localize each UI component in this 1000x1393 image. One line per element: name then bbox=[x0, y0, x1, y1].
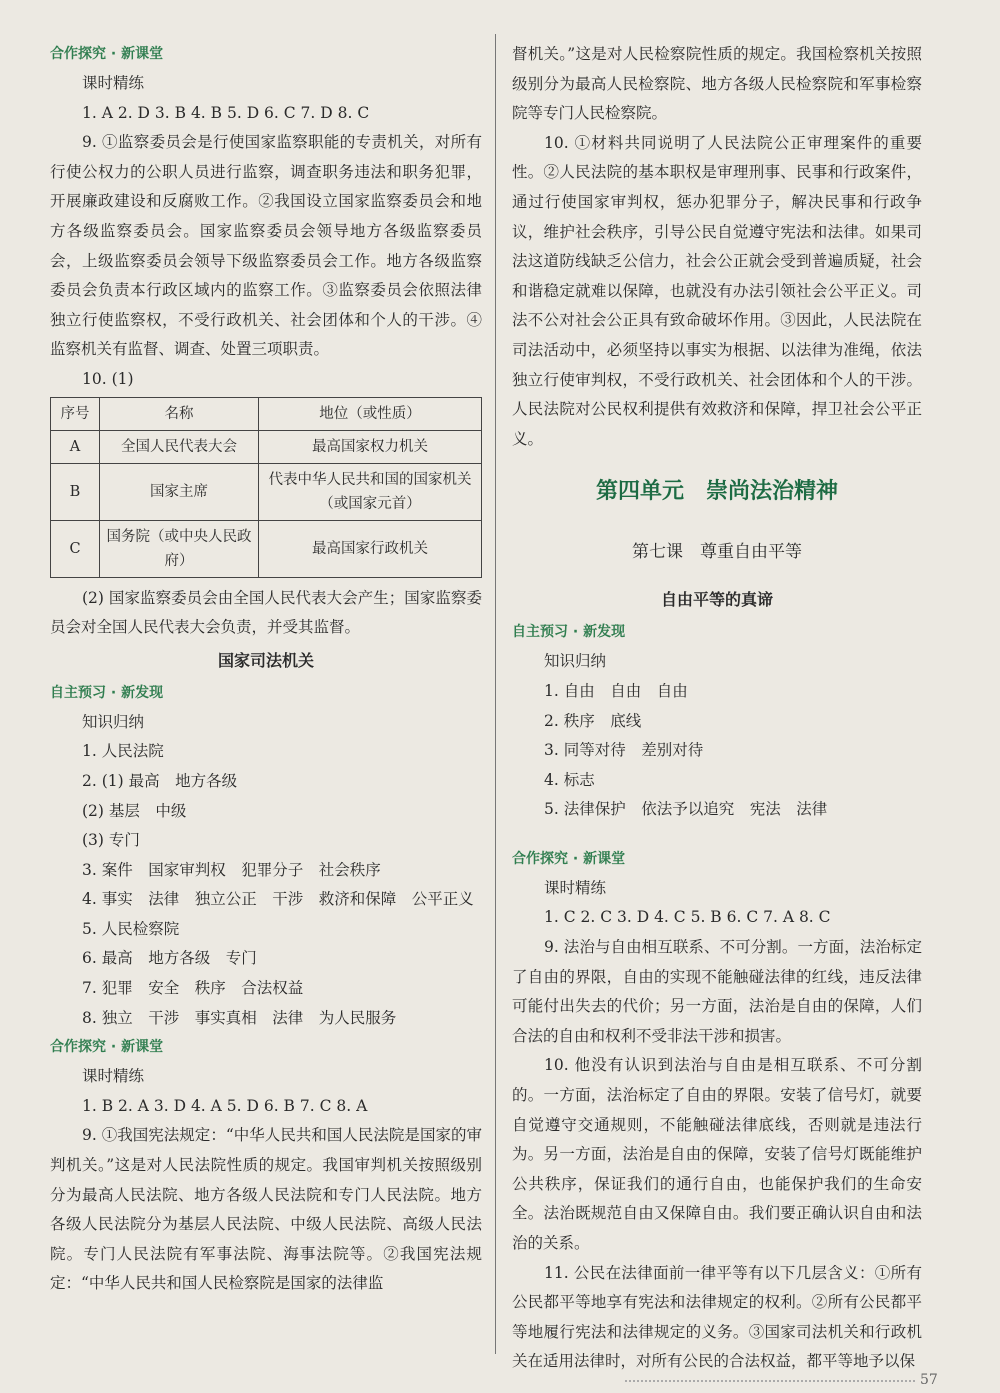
section-heading: 合作探究 · 新课堂 bbox=[50, 1039, 164, 1056]
left-column bbox=[50, 40, 482, 1299]
table-cell: A bbox=[51, 430, 100, 463]
paragraph-continued: 督机关。”这是对人民检察院性质的规定。我国检察机关按照级别分为最高人民检察院、地方各级人民检察院和军事检察院等专门人民检察院。 bbox=[512, 45, 922, 123]
table-row bbox=[51, 430, 482, 463]
table-cell: 国家主席 bbox=[100, 463, 259, 520]
answer-line: 1. A 2. D 3. B 4. B 5. D 6. C 7. D 8. C bbox=[82, 103, 370, 122]
table-cell: 国务院（或中央人民政府） bbox=[100, 520, 259, 577]
subheading: 课时精练 bbox=[544, 878, 607, 897]
paragraph-11: 11. 公民在法律面前一律平等有以下几层含义：①所有公民都平等地享有宪法和法律规定的权利。②所有公民都平等地履行宪法和法律规定的义务。③国家司法机关和行政机关在适用法律时，对所有公民的合法权益，都平等地予以保 bbox=[512, 1263, 922, 1371]
list-item: 2. (1) 最高 地方各级 bbox=[82, 771, 238, 790]
section-heading: 自主预习 · 新发现 bbox=[50, 684, 164, 701]
paragraph-10: 10. ①材料共同说明了人民法院公正审理案件的重要性。②人民法院的基本职权是审理刑事、民事和行政案件，通过行使国家审判权，惩办犯罪分子，解决民事和行政争议，维护社会秩序，引导公民自觉遵守宪法和法律。如果司法这道防线缺乏公信力，社会公正就会受到普遍质疑，社会和谐稳定就难以保障，也就没有办法引领社会公平正义。司法不公对社会公正具有致命破坏作用。③因此，人民法院在司法活动中，必须坚持以事实为根据、以法律为准绳，依法独立行使审判权，不受行政机关、社会团体和个人的干涉。人民法院对公民权利提供有效救济和保障，捍卫社会公平正义。 bbox=[512, 133, 922, 448]
paragraph-9: 9. ①监察委员会是行使国家监察职能的专责机关，对所有行使公权力的公职人员进行监察，调查职务违法和职务犯罪，开展廉政建设和反腐败工作。②我国设立国家监察委员会和地方各级监察委员会。国家监察委员会领导地方各级监察委员会，上级监察委员会领导下级监察委员会工作。地方各级监察委员会负责本行政区域内的监察工作。③监察委员会依照法律独立行使监察权，不受行政机关、社会团体和个人的干涉。④监察机关有监督、调查、处置三项职责。 bbox=[50, 133, 482, 359]
subheading: 知识归纳 bbox=[544, 652, 607, 671]
table-cell: C bbox=[51, 520, 100, 577]
table-row bbox=[51, 520, 482, 577]
table-row bbox=[51, 463, 482, 520]
list-item: 2. 秩序 底线 bbox=[544, 711, 642, 730]
paragraph-10-1: 10. (1) bbox=[82, 369, 134, 388]
unit-title: 第四单元 崇尚法治精神 bbox=[595, 479, 838, 505]
subheading: 课时精练 bbox=[82, 74, 145, 92]
list-item: 3. 同等对待 差别对待 bbox=[544, 741, 704, 760]
table-cell: B bbox=[51, 463, 100, 520]
table-cell: 最高国家行政机关 bbox=[259, 520, 482, 577]
answer-table bbox=[50, 397, 482, 578]
page-number: 57 bbox=[920, 1372, 938, 1388]
table-cell: 最高国家权力机关 bbox=[259, 430, 482, 463]
answer-line: 1. C 2. C 3. D 4. C 5. B 6. C 7. A 8. C bbox=[544, 908, 831, 927]
subheading: 知识归纳 bbox=[82, 712, 145, 731]
list-item: (2) 基层 中级 bbox=[82, 801, 187, 820]
list-item: 8. 独立 干涉 事实真相 法律 为人民服务 bbox=[82, 1008, 397, 1027]
table-cell: 全国人民代表大会 bbox=[100, 430, 259, 463]
list-item: (3) 专门 bbox=[82, 831, 140, 850]
paragraph-9: 9. 法治与自由相互联系、不可分割。一方面，法治标定了自由的界限，自由的实现不能触碰法律的红线，违反法律可能付出失去的代价；另一方面，法治是自由的保障，人们合法的自由和权利不受非法干涉和损害。 bbox=[512, 938, 922, 1045]
list-item: 5. 法律保护 依法予以追究 宪法 法律 bbox=[544, 800, 828, 819]
column-divider bbox=[495, 34, 496, 1354]
list-item: 1. 人民法院 bbox=[82, 742, 164, 761]
subheading: 课时精练 bbox=[82, 1067, 145, 1086]
list-item: 5. 人民检察院 bbox=[82, 919, 180, 938]
list-item: 3. 案件 国家审判权 犯罪分子 社会秩序 bbox=[82, 860, 381, 879]
section-heading: 合作探究 · 新课堂 bbox=[512, 850, 626, 867]
section-title: 自由平等的真谛 bbox=[660, 590, 773, 610]
table-header: 序号 bbox=[51, 397, 100, 430]
answer-line: 1. B 2. A 3. D 4. A 5. D 6. B 7. C 8. A bbox=[82, 1096, 368, 1115]
right-column bbox=[512, 40, 922, 1377]
table-cell: 代表中华人民共和国的国家机关（或国家元首） bbox=[259, 463, 482, 520]
section-title: 国家司法机关 bbox=[217, 650, 314, 670]
paragraph-10-2: (2) 国家监察委员会由全国人民代表大会产生；国家监察委员会对全国人民代表大会负责，并受其监督。 bbox=[50, 588, 482, 637]
table-header-row bbox=[51, 397, 482, 430]
list-item: 4. 标志 bbox=[544, 770, 595, 789]
section-heading: 自主预习 · 新发现 bbox=[512, 624, 626, 641]
table-header: 地位（或性质） bbox=[259, 397, 482, 430]
list-item: 6. 最高 地方各级 专门 bbox=[82, 949, 257, 968]
section-heading: 合作探究 · 新课堂 bbox=[50, 46, 164, 62]
table-header: 名称 bbox=[100, 397, 259, 430]
lesson-title: 第七课 尊重自由平等 bbox=[632, 542, 802, 563]
list-item: 4. 事实 法律 独立公正 干涉 救济和保障 公平正义 bbox=[82, 890, 474, 909]
paragraph-10b: 10. 他没有认识到法治与自由是相互联系、不可分割的。一方面，法治标定了自由的界限。安装了信号灯，就要自觉遵守交通规则，不能触碰法律底线，否则就是违法行为。另一方面，法治是自由的保障，安装了信号灯既能维护公共秩序，保证我们的通行自由，也能保护我们的生命安全。法治既规范自由又保障自由。我们要正确认识自由和法治的关系。 bbox=[512, 1056, 922, 1252]
list-item: 1. 自由 自由 自由 bbox=[544, 681, 688, 700]
footer-rule bbox=[625, 1380, 915, 1382]
list-item: 7. 犯罪 安全 秩序 合法权益 bbox=[82, 979, 304, 998]
paragraph-9b: 9. ①我国宪法规定：“中华人民共和国人民法院是国家的审判机关。”这是对人民法院性质的规定。我国审判机关按照级别分为最高人民法院、地方各级人民法院和专门人民法院。地方各级人民法院分为基层人民法院、中级人民法院、高级人民法院。专门人民法院有军事法院、海事法院等。②我国宪法规定：“中华人民共和国人民检察院是国家的法律监 bbox=[50, 1126, 482, 1293]
